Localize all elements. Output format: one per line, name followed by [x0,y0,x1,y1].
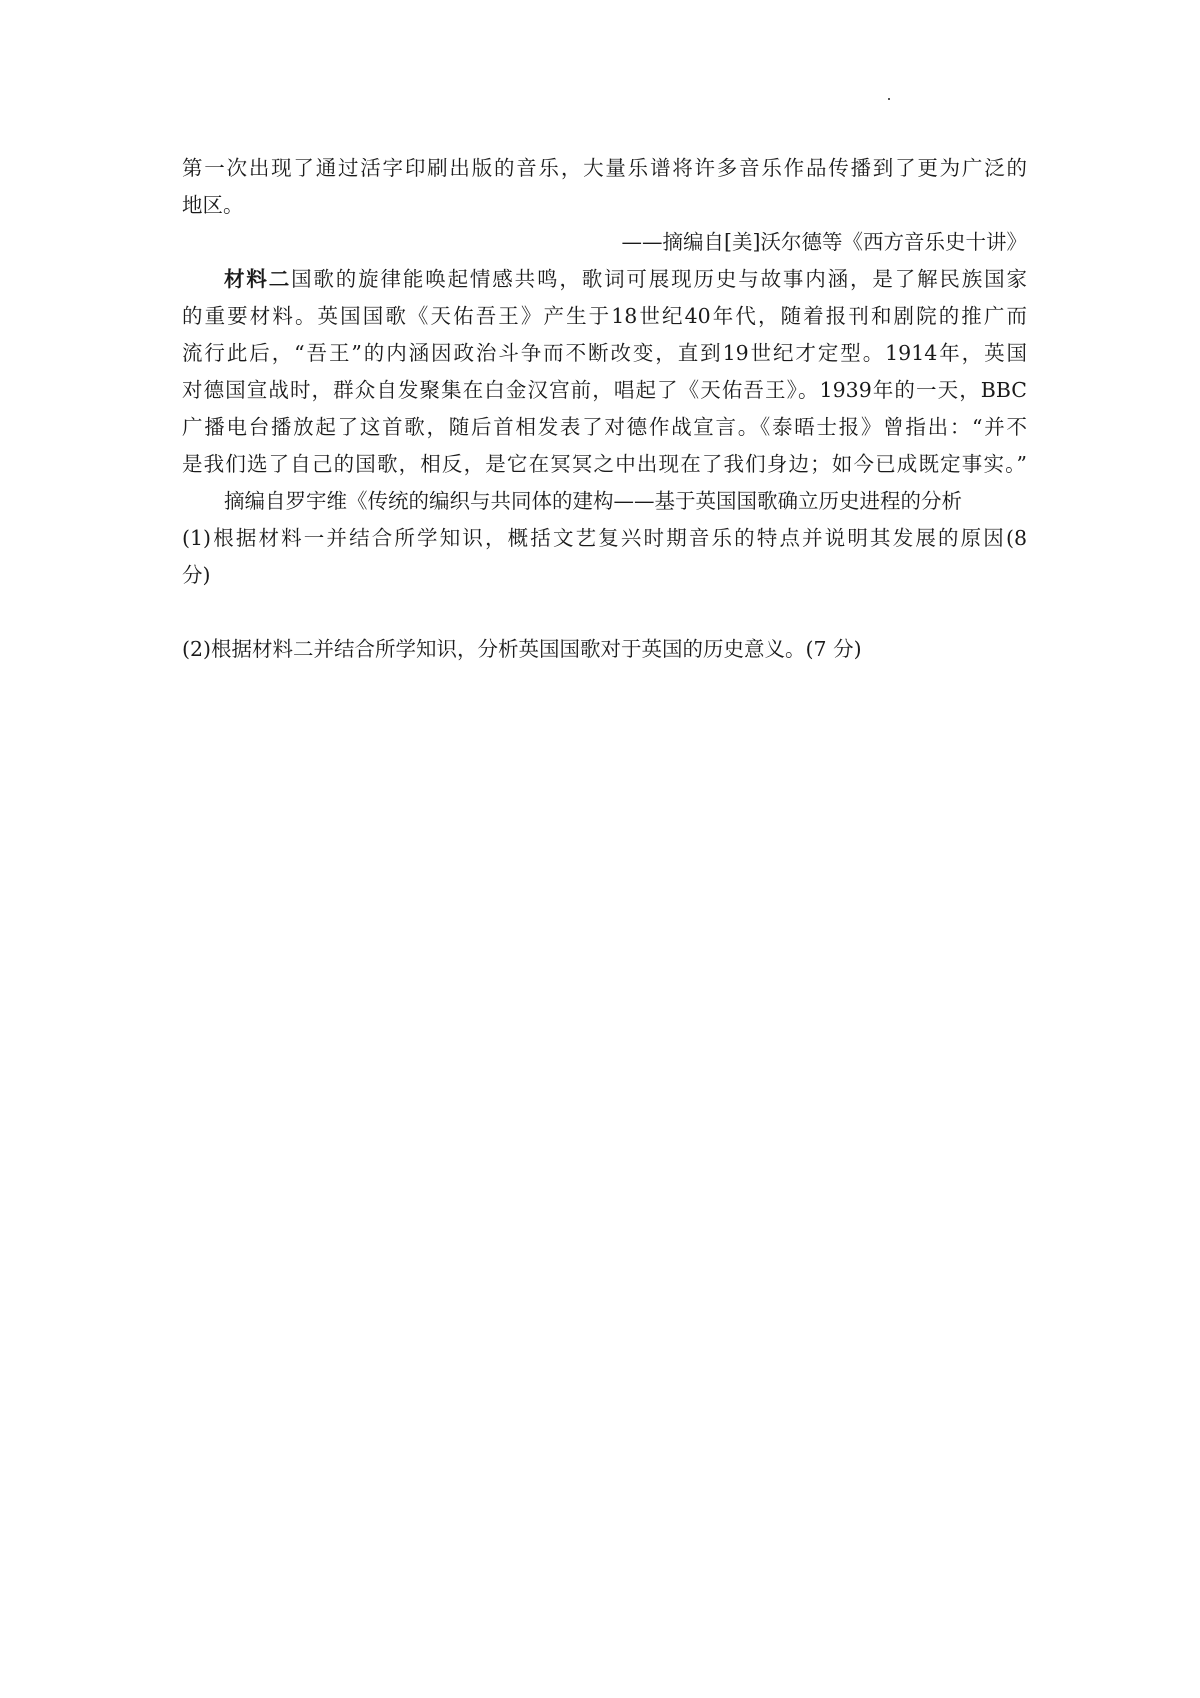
material-two-line-1-text: 国歌的旋律能唤起情感共鸣，歌词可展现历史与故事内涵，是了解民族国家 [291,267,1028,291]
material-one-line-2: 地区。 [182,193,244,217]
material-two-line-2: 的重要材料。英国国歌《天佑吾王》产生于18世纪40年代，随着报刊和剧院的推广而 [182,304,1027,328]
question-2: (2)根据材料二并结合所学知识，分析英国国歌对于英国的历史意义。(7 分) [182,637,862,661]
material-two-source: 摘编自罗宇维《传统的编织与共同体的建构——基于英国国歌确立历史进程的分析 [224,489,962,513]
question-1-line-1: (1)根据材料一并结合所学知识，概括文艺复兴时期音乐的特点并说明其发展的原因(8 [182,526,1027,550]
material-one-source: ——摘编自[美]沃尔德等《西方音乐史十讲》 [621,230,1027,254]
material-two-line-3: 流行此后，“吾王”的内涵因政治斗争而不断改变，直到19世纪才定型。1914年，英国 [182,341,1027,365]
material-one-line-1: 第一次出现了通过活字印刷出版的音乐，大量乐谱将许多音乐作品传播到了更为广泛的 [182,156,1027,180]
question-1-line-2: 分) [182,563,211,587]
document-body [182,150,1027,668]
material-two-line-1 [182,261,1027,298]
material-two-line-6: 是我们选了自己的国歌，相反，是它在冥冥之中出现在了我们身边；如今已成既定事实。” [182,452,1027,476]
material-two-heading: 材料二 [224,267,292,291]
material-two-line-4: 对德国宣战时，群众自发聚集在白金汉宫前，唱起了《天佑吾王》。1939年的一天，BBC [182,378,1027,402]
page-mark [888,98,890,100]
material-two-line-5: 广播电台播放起了这首歌，随后首相发表了对德作战宣言。《泰晤士报》曾指出：“并不 [182,415,1027,439]
